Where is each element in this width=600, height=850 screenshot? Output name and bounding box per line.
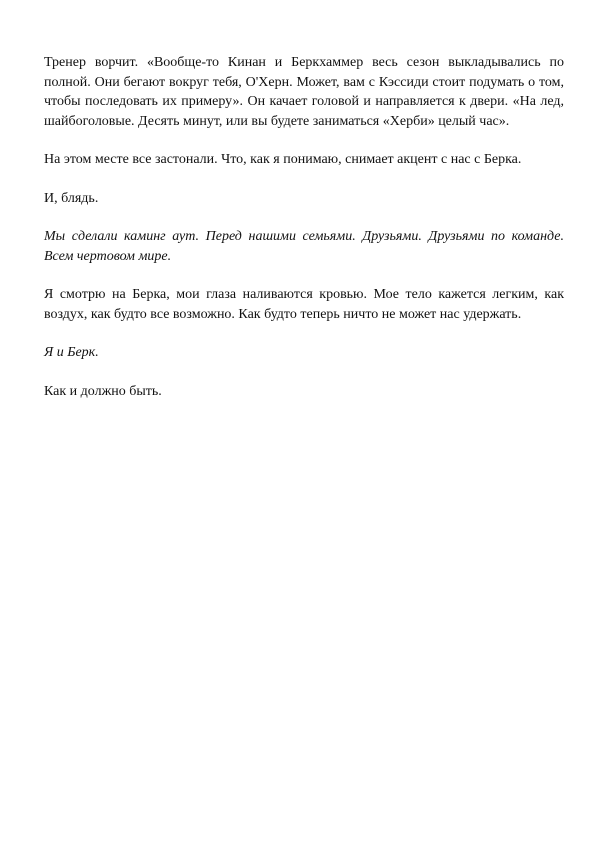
paragraph-coach-grumbles: Тренер ворчит. «Вообще-то Кинан и Беркхаммер весь сезон выкладывались по полной. Они бегают вокруг тебя, О'Херн. Может, вам с Кэссиди стоит подумать о том, чтобы последовать их примеру». Он качает головой и направляется к двери. «На лед, шайбоголовые. Десять минут, или вы будете заниматься «Херби» целый час».	[44, 55, 564, 129]
paragraph-as-it-should-be: Как и должно быть.	[44, 383, 162, 399]
paragraph-me-and-burke: Я и Берк.	[44, 345, 99, 360]
paragraph-exclamation: И, блядь.	[44, 190, 99, 206]
paragraph-looking-at-burke: Я смотрю на Берка, мои глаза наливаются кровью. Мое тело кажется легким, как воздух, как будто все возможно. Как будто теперь ничто не может нас удержать.	[44, 287, 564, 322]
paragraph-coming-out: Мы сделали каминг аут. Перед нашими семьями. Друзьями. Друзьями по команде. Всем чертовом мире.	[44, 229, 564, 264]
paragraph-everyone-groaned: На этом месте все застонали. Что, как я понимаю, снимает акцент с нас с Берка.	[44, 152, 522, 167]
